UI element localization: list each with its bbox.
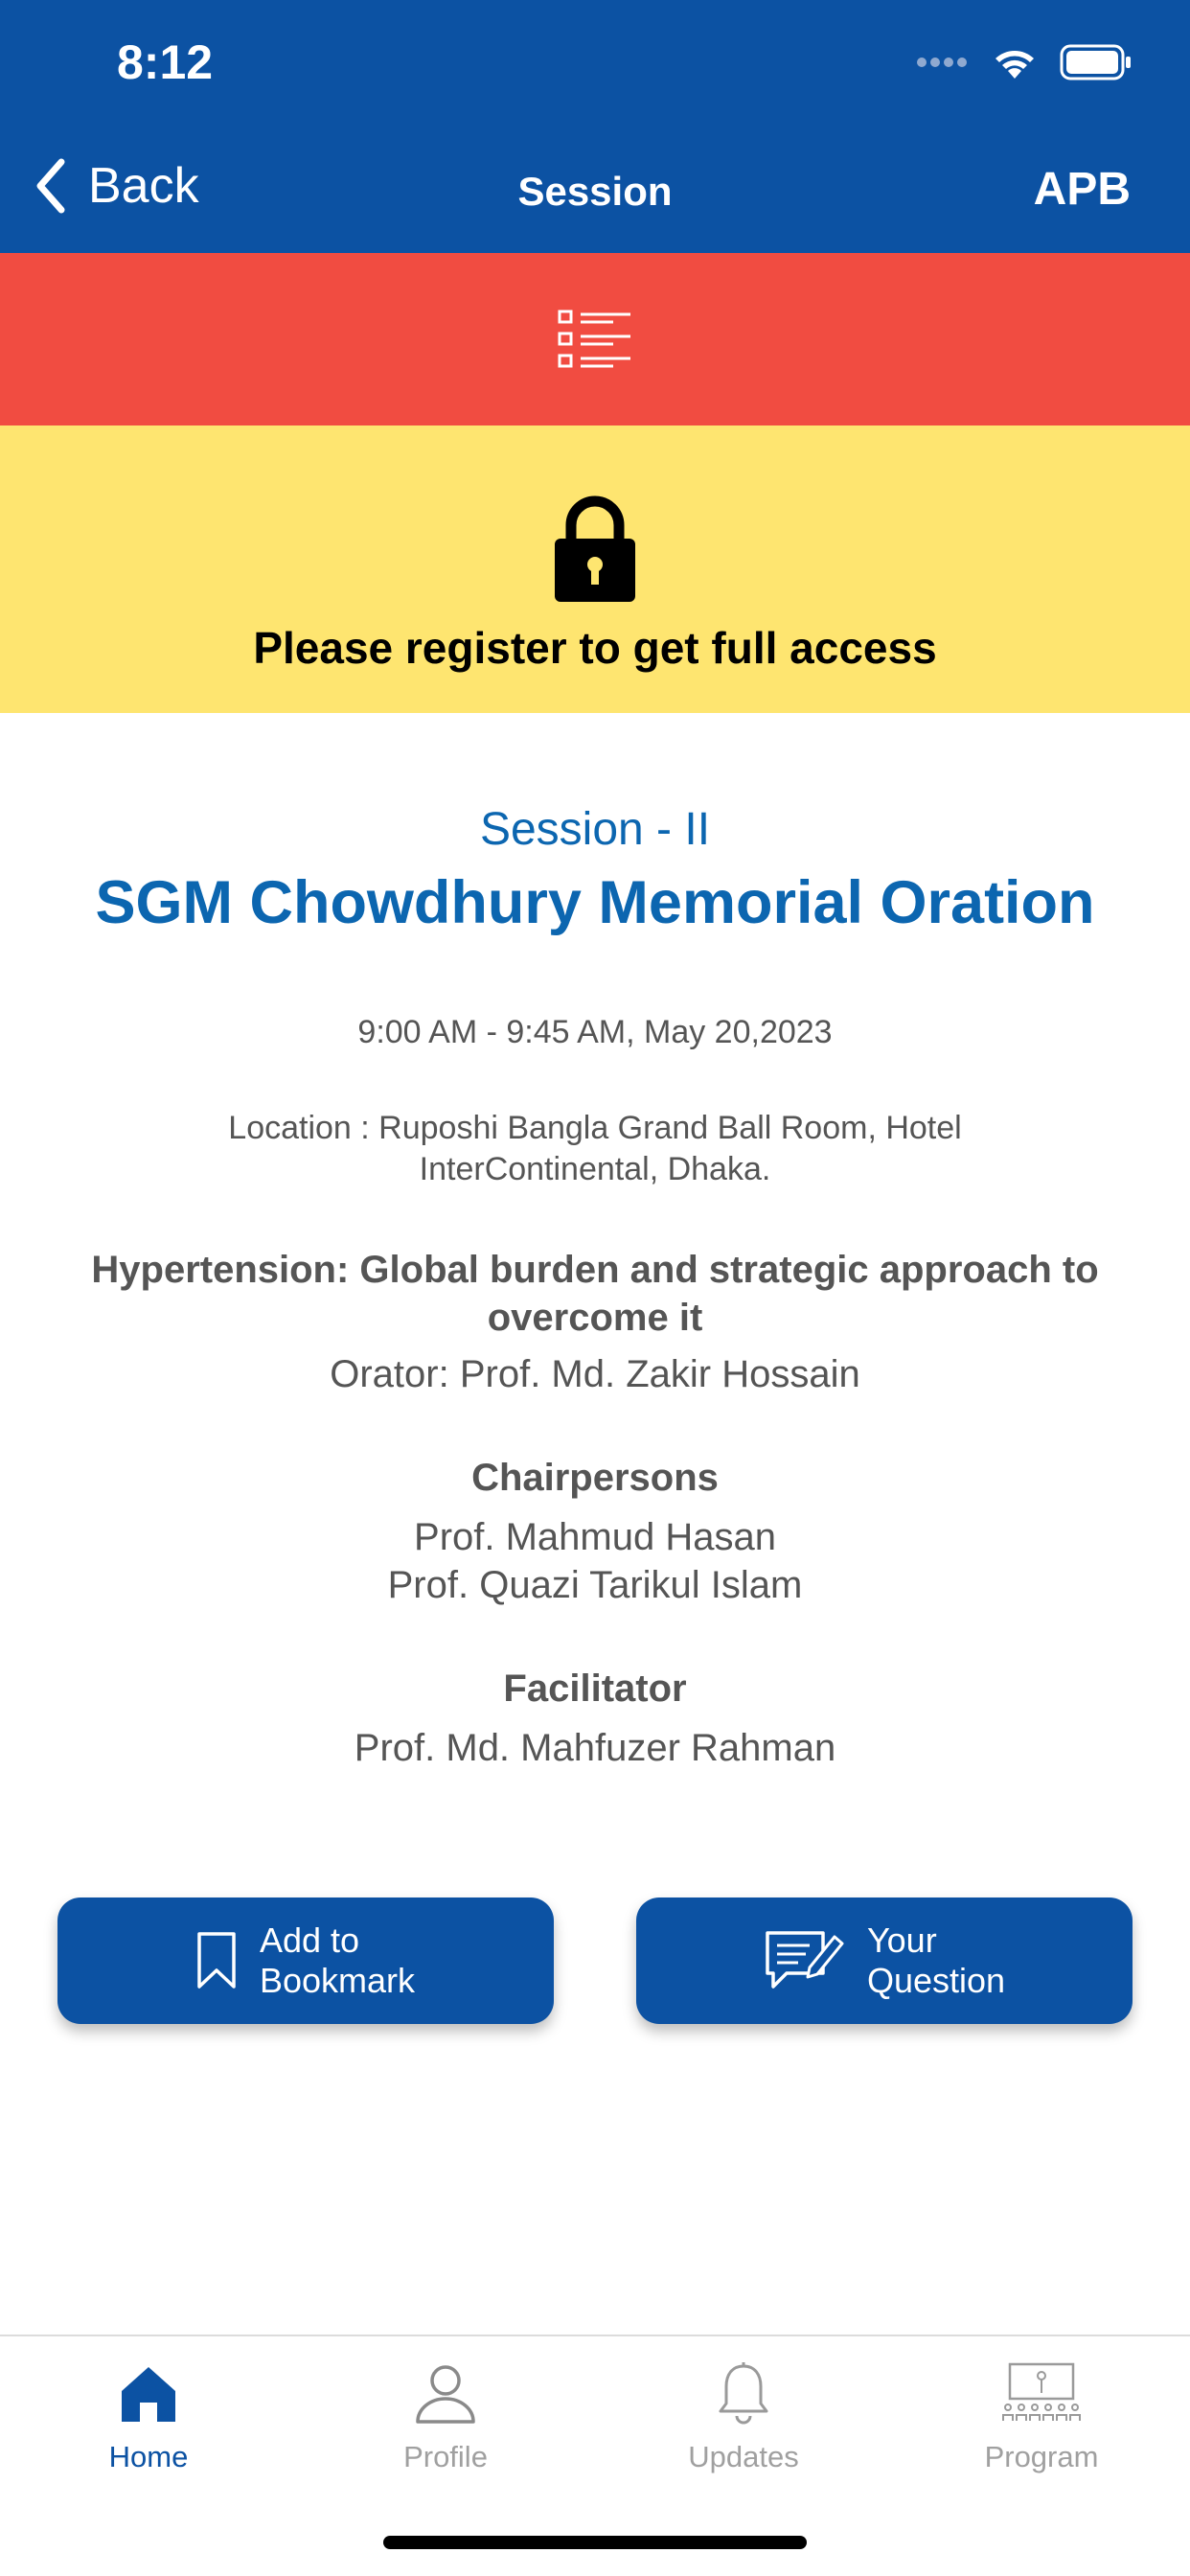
bell-icon	[717, 2361, 770, 2426]
app-abbreviation: APB	[1033, 164, 1131, 215]
session-orator: Orator: Prof. Md. Zakir Hossain	[330, 1353, 860, 1395]
signal-icon	[916, 56, 970, 69]
session-number: Session - II	[479, 804, 711, 855]
bookmark-icon	[196, 1931, 237, 1990]
tab-program-label: Program	[984, 2440, 1099, 2473]
tab-profile-label: Profile	[403, 2440, 488, 2473]
home-icon	[119, 2364, 178, 2424]
home-indicator	[383, 2536, 807, 2549]
tab-home[interactable]	[24, 2356, 273, 2474]
question-edit-icon	[764, 1929, 844, 1992]
session-topic: Hypertension: Global burden and strategic approach to overcome it	[91, 1249, 1099, 1339]
tab-updates-label: Updates	[688, 2440, 799, 2473]
status-time: 8:12	[117, 35, 214, 89]
chairperson-name: Prof. Mahmud Hasan	[414, 1516, 776, 1558]
header	[0, 0, 1190, 253]
question-label: Your Question	[866, 1920, 1006, 2000]
session-location: Location : Ruposhi Bangla Grand Ball Room, Hotel InterContinental, Dhaka.	[228, 1110, 962, 1187]
tab-program[interactable]	[917, 2356, 1166, 2474]
chairperson-name: Prof. Quazi Tarikul Islam	[387, 1564, 803, 1606]
chairpersons-heading: Chairpersons	[471, 1457, 719, 1499]
program-icon	[1000, 2361, 1083, 2426]
page-title: Session	[517, 169, 673, 214]
tab-profile[interactable]	[321, 2356, 570, 2474]
profile-icon	[414, 2362, 477, 2426]
status-icons	[916, 44, 1133, 80]
facilitator-heading: Facilitator	[503, 1668, 687, 1710]
battery-icon	[1060, 44, 1133, 80]
session-title: SGM Chowdhury Memorial Oration	[95, 869, 1095, 936]
lock-icon	[552, 493, 638, 604]
your-question-button[interactable]	[636, 1898, 1133, 2024]
tab-updates[interactable]	[619, 2356, 868, 2474]
access-notice-text: Please register to get full access	[253, 623, 937, 673]
bookmark-label: Add to Bookmark	[259, 1920, 416, 2000]
session-time: 9:00 AM - 9:45 AM, May 20,2023	[357, 1014, 833, 1050]
tab-home-label: Home	[108, 2440, 189, 2473]
wifi-icon	[991, 44, 1039, 80]
back-label: Back	[88, 158, 199, 214]
add-bookmark-button[interactable]	[57, 1898, 554, 2024]
list-icon[interactable]	[558, 310, 632, 369]
facilitator-name: Prof. Md. Mahfuzer Rahman	[354, 1727, 836, 1769]
session-list-bar[interactable]	[0, 253, 1190, 426]
